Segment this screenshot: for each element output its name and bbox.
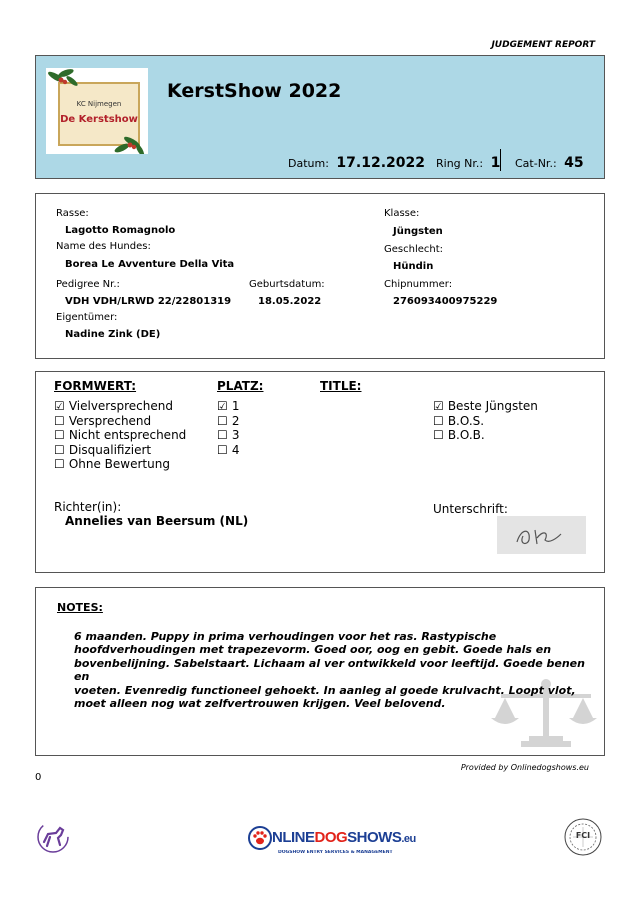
checkbox-icon[interactable]: ☐	[433, 428, 444, 442]
platz-options	[217, 399, 239, 457]
checkbox-icon[interactable]: ☐	[54, 428, 65, 442]
fci-logo	[564, 818, 602, 856]
platz-option[interactable]: ☑ 1	[217, 399, 240, 413]
brand-shows: SHOWS	[347, 829, 402, 846]
datum-label: Datum:	[288, 157, 329, 170]
formwert-option[interactable]: ☑ Vielversprechend	[54, 399, 173, 413]
checkbox-icon[interactable]: ☑	[217, 399, 228, 413]
notes-line: bovenbelijning. Sabelstaart. Lichaam al ver ontwikkeld voor leeftijd. Goede benen en	[74, 656, 585, 684]
formwert-option[interactable]: ☐ Disqualifiziert	[54, 442, 152, 457]
checkbox-icon[interactable]: ☐	[217, 428, 228, 442]
chip-value: 276093400975229	[393, 296, 498, 307]
header-divider	[500, 149, 501, 171]
platz-option[interactable]: ☐ 4	[217, 442, 240, 457]
title-header: TITLE:	[320, 379, 362, 393]
checkbox-icon[interactable]: ☐	[54, 457, 65, 471]
title-options	[433, 399, 538, 443]
checkbox-icon[interactable]: ☐	[54, 442, 65, 457]
klasse-value: Jüngsten	[393, 226, 443, 237]
signature-icon	[497, 516, 586, 554]
formwert-option[interactable]: ☐ Versprechend	[54, 413, 152, 428]
checkbox-icon[interactable]: ☑	[54, 399, 65, 413]
paw-icon	[248, 826, 274, 850]
name-label: Name des Hundes:	[56, 241, 151, 252]
eigentumer-label: Eigentümer:	[56, 312, 118, 323]
formwert-options	[54, 399, 186, 472]
report-title: JUDGEMENT REPORT	[491, 40, 595, 50]
show-title: KerstShow 2022	[167, 80, 342, 102]
cat-value: 45	[564, 155, 584, 171]
provided-by: Provided by Onlinedogshows.eu	[460, 763, 589, 772]
ring-field	[436, 155, 500, 171]
dog-info-panel	[35, 193, 605, 359]
formwert-option[interactable]: ☐ Ohne Bewertung	[54, 457, 170, 471]
notes-panel	[35, 587, 605, 756]
name-value: Borea Le Avventure Della Vita	[65, 259, 235, 270]
judging-panel	[35, 371, 605, 573]
pedigree-label: Pedigree Nr.:	[56, 279, 120, 290]
logo-club-name: KC Nijmegen	[76, 100, 122, 108]
chip-label: Chipnummer:	[384, 279, 453, 290]
rasse-value: Lagotto Romagnolo	[65, 225, 176, 236]
brand-wordmark	[272, 829, 416, 846]
notes-line: hoofdverhoudingen met trapezevorm. Goed oor, oog en gebit. Goede hals en	[74, 643, 552, 657]
richter-value: Annelies van Beersum (NL)	[65, 514, 249, 528]
formwert-option[interactable]: ☐ Nicht entsprechend	[54, 428, 187, 442]
geburtsdatum-label: Geburtsdatum:	[249, 279, 325, 290]
header-panel	[35, 55, 605, 179]
notes-line: voeten. Evenredig functioneel gehoekt. In aanleg al goede krulvacht. Loopt vlot,	[74, 683, 576, 697]
cat-label: Cat-Nr.:	[515, 157, 557, 170]
cat-field	[515, 155, 584, 171]
eigentumer-value: Nadine Zink (DE)	[65, 329, 161, 340]
checkbox-icon[interactable]: ☑	[433, 399, 444, 413]
checkbox-icon[interactable]: ☐	[54, 413, 65, 428]
platz-option[interactable]: ☐ 3	[217, 428, 240, 442]
ring-value: 1	[490, 155, 501, 171]
fci-label: FCI	[575, 831, 591, 840]
formwert-header: FORMWERT:	[54, 379, 137, 393]
brand-online: NLINE	[272, 829, 315, 846]
richter-label: Richter(in):	[54, 500, 122, 514]
pedigree-value: VDH VDH/LRWD 22/22801319	[65, 296, 232, 307]
title-option[interactable]: ☐ B.O.S.	[433, 413, 485, 428]
brand-eu: .eu	[401, 833, 416, 845]
rasse-label: Rasse:	[56, 208, 89, 219]
holly-icon	[46, 68, 148, 154]
checkbox-icon[interactable]: ☐	[217, 442, 228, 457]
unterschrift-label: Unterschrift:	[433, 502, 508, 516]
ring-label: Ring Nr.:	[436, 157, 484, 170]
klasse-label: Klasse:	[384, 208, 420, 219]
club-dog-logo-icon	[36, 820, 70, 854]
notes-text	[74, 630, 604, 710]
notes-line: moet alleen nog wat zelfvertrouwen krijgen. Veel belovend.	[74, 697, 446, 711]
logo-show-name: De Kerstshow	[60, 114, 138, 125]
signature-image	[497, 516, 586, 554]
checkbox-icon[interactable]: ☐	[217, 413, 228, 428]
title-option[interactable]: ☑ Beste Jüngsten	[433, 399, 538, 413]
notes-line: 6 maanden. Puppy in prima verhoudingen voor het ras. Rastypische	[74, 630, 497, 643]
platz-header: PLATZ:	[217, 379, 264, 393]
brand-tagline: DOGSHOW ENTRY SERVICES & MANAGEMENT	[278, 850, 393, 855]
datum-field	[288, 155, 425, 171]
page-number: 0	[35, 772, 42, 783]
onlinedogshows-logo[interactable]	[248, 826, 416, 860]
title-option[interactable]: ☐ B.O.B.	[433, 428, 485, 442]
checkbox-icon[interactable]: ☐	[433, 413, 444, 428]
notes-header: NOTES:	[57, 601, 103, 614]
datum-value: 17.12.2022	[336, 155, 425, 171]
brand-dog: DOG	[314, 829, 348, 846]
geschlecht-label: Geschlecht:	[384, 244, 444, 255]
geburtsdatum-value: 18.05.2022	[258, 296, 322, 307]
platz-option[interactable]: ☐ 2	[217, 413, 240, 428]
show-logo	[46, 68, 148, 154]
geschlecht-value: Hündin	[393, 261, 434, 272]
